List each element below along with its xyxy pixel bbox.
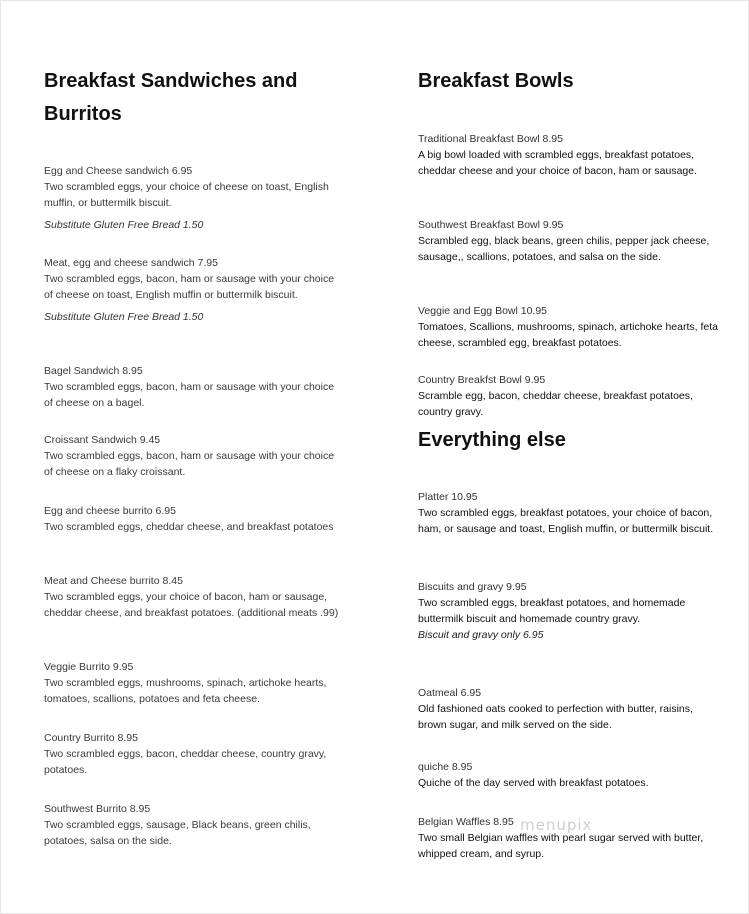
item-title: Veggie and Egg Bowl 10.95 [418, 305, 548, 317]
section-heading-bowls: Breakfast Bowls [418, 70, 574, 92]
menu-item [418, 217, 718, 265]
item-title: Egg and Cheese sandwich 6.95 [44, 165, 193, 177]
item-description: Two scrambled eggs, cheddar cheese, and breakfast potatoes [44, 521, 334, 533]
item-description: Scrambled egg, black beans, green chilis, pepper jack cheese, sausage,, scallions, potatoes, and salsa on the side. [418, 235, 710, 263]
menu-item [44, 363, 344, 411]
item-description: Two scrambled eggs, your choice of bacon, ham or sausage, cheddar cheese, and breakfast potatoes. (additional meats .99) [44, 591, 339, 619]
menu-item [418, 579, 718, 643]
section-heading-everything-else: Everything else [418, 429, 566, 451]
section-heading-sandwiches [44, 65, 297, 131]
item-title: Veggie Burrito 9.95 [44, 661, 134, 673]
item-description: Two scrambled eggs, mushrooms, spinach, artichoke hearts, tomatoes, scallions, potatoes and feta cheese. [44, 677, 327, 705]
menu-item [44, 730, 344, 778]
menu-item [44, 503, 344, 535]
item-title: Southwest Breakfast Bowl 9.95 [418, 219, 564, 231]
item-description: Two scrambled eggs, breakfast potatoes, and homemade buttermilk biscuit and homemade country gravy. [418, 597, 686, 625]
item-title: quiche 8.95 [418, 761, 473, 773]
menu-item [44, 432, 344, 480]
item-description: Two scrambled eggs, bacon, ham or sausage with your choice of cheese on a flaky croissant. [44, 450, 335, 478]
menu-item [44, 163, 344, 233]
item-title: Southwest Burrito 8.95 [44, 803, 151, 815]
item-title: Egg and cheese burrito 6.95 [44, 505, 176, 517]
item-description: Scramble egg, bacon, cheddar cheese, breakfast potatoes, country gravy. [418, 390, 693, 418]
item-description: A big bowl loaded with scrambled eggs, breakfast potatoes, cheddar cheese and your choice of bacon, ham or sausage. [418, 149, 698, 177]
item-description: Two small Belgian waffles with pearl sugar served with butter, whipped cream, and syrup. [418, 832, 704, 860]
menu-item [418, 759, 718, 791]
menu-item [418, 372, 718, 420]
item-note: Substitute Gluten Free Bread 1.50 [44, 219, 204, 231]
menu-item [44, 573, 344, 621]
menu-item [44, 255, 344, 325]
watermark-logo: menupix [520, 816, 593, 834]
item-title: Traditional Breakfast Bowl 8.95 [418, 133, 563, 145]
menu-item [418, 489, 718, 537]
left-column [44, 0, 344, 914]
right-column [418, 0, 718, 914]
menu-item [44, 659, 344, 707]
item-description: Two scrambled eggs, your choice of cheese on toast, English muffin, or buttermilk biscuit. [44, 181, 329, 209]
item-title: Bagel Sandwich 8.95 [44, 365, 143, 377]
item-title: Platter 10.95 [418, 491, 478, 503]
item-description: Two scrambled eggs, bacon, ham or sausage with your choice of cheese on a bagel. [44, 381, 335, 409]
menu-item [44, 801, 344, 849]
menu-item [418, 303, 718, 351]
item-description: Tomatoes, Scallions, mushrooms, spinach, artichoke hearts, feta cheese, scrambled egg, breakfast potatoes. [418, 321, 718, 349]
item-title: Meat and Cheese burrito 8.45 [44, 575, 183, 587]
heading-line-1: Breakfast Sandwiches and [44, 70, 298, 92]
item-description: Quiche of the day served with breakfast potatoes. [418, 777, 649, 789]
item-title: Biscuits and gravy 9.95 [418, 581, 527, 593]
item-title: Country Breakfst Bowl 9.95 [418, 374, 546, 386]
item-title: Country Burrito 8.95 [44, 732, 138, 744]
item-note: Substitute Gluten Free Bread 1.50 [44, 311, 204, 323]
item-title: Belgian Waffles 8.95 [418, 816, 514, 828]
item-description: Two scrambled eggs, sausage, Black beans, green chilis, potatoes, salsa on the side. [44, 819, 311, 847]
menu-item [418, 685, 718, 733]
item-description: Two scrambled eggs, bacon, ham or sausage with your choice of cheese on toast, English muffin or buttermilk biscuit. [44, 273, 335, 301]
item-description: Two scrambled eggs, bacon, cheddar cheese, country gravy, potatoes. [44, 748, 327, 776]
heading-line-2: Burritos [44, 103, 122, 125]
item-note: Biscuit and gravy only 6.95 [418, 629, 544, 641]
menu-item [418, 131, 718, 179]
item-title: Oatmeal 6.95 [418, 687, 482, 699]
item-description: Old fashioned oats cooked to perfection with butter, raisins, brown sugar, and milk served on the side. [418, 703, 693, 731]
item-title: Meat, egg and cheese sandwich 7.95 [44, 257, 218, 269]
item-description: Two scrambled eggs, breakfast potatoes, your choice of bacon, ham, or sausage and toast, English muffin, or buttermilk biscuit. [418, 507, 714, 535]
item-title: Croissant Sandwich 9.45 [44, 434, 161, 446]
